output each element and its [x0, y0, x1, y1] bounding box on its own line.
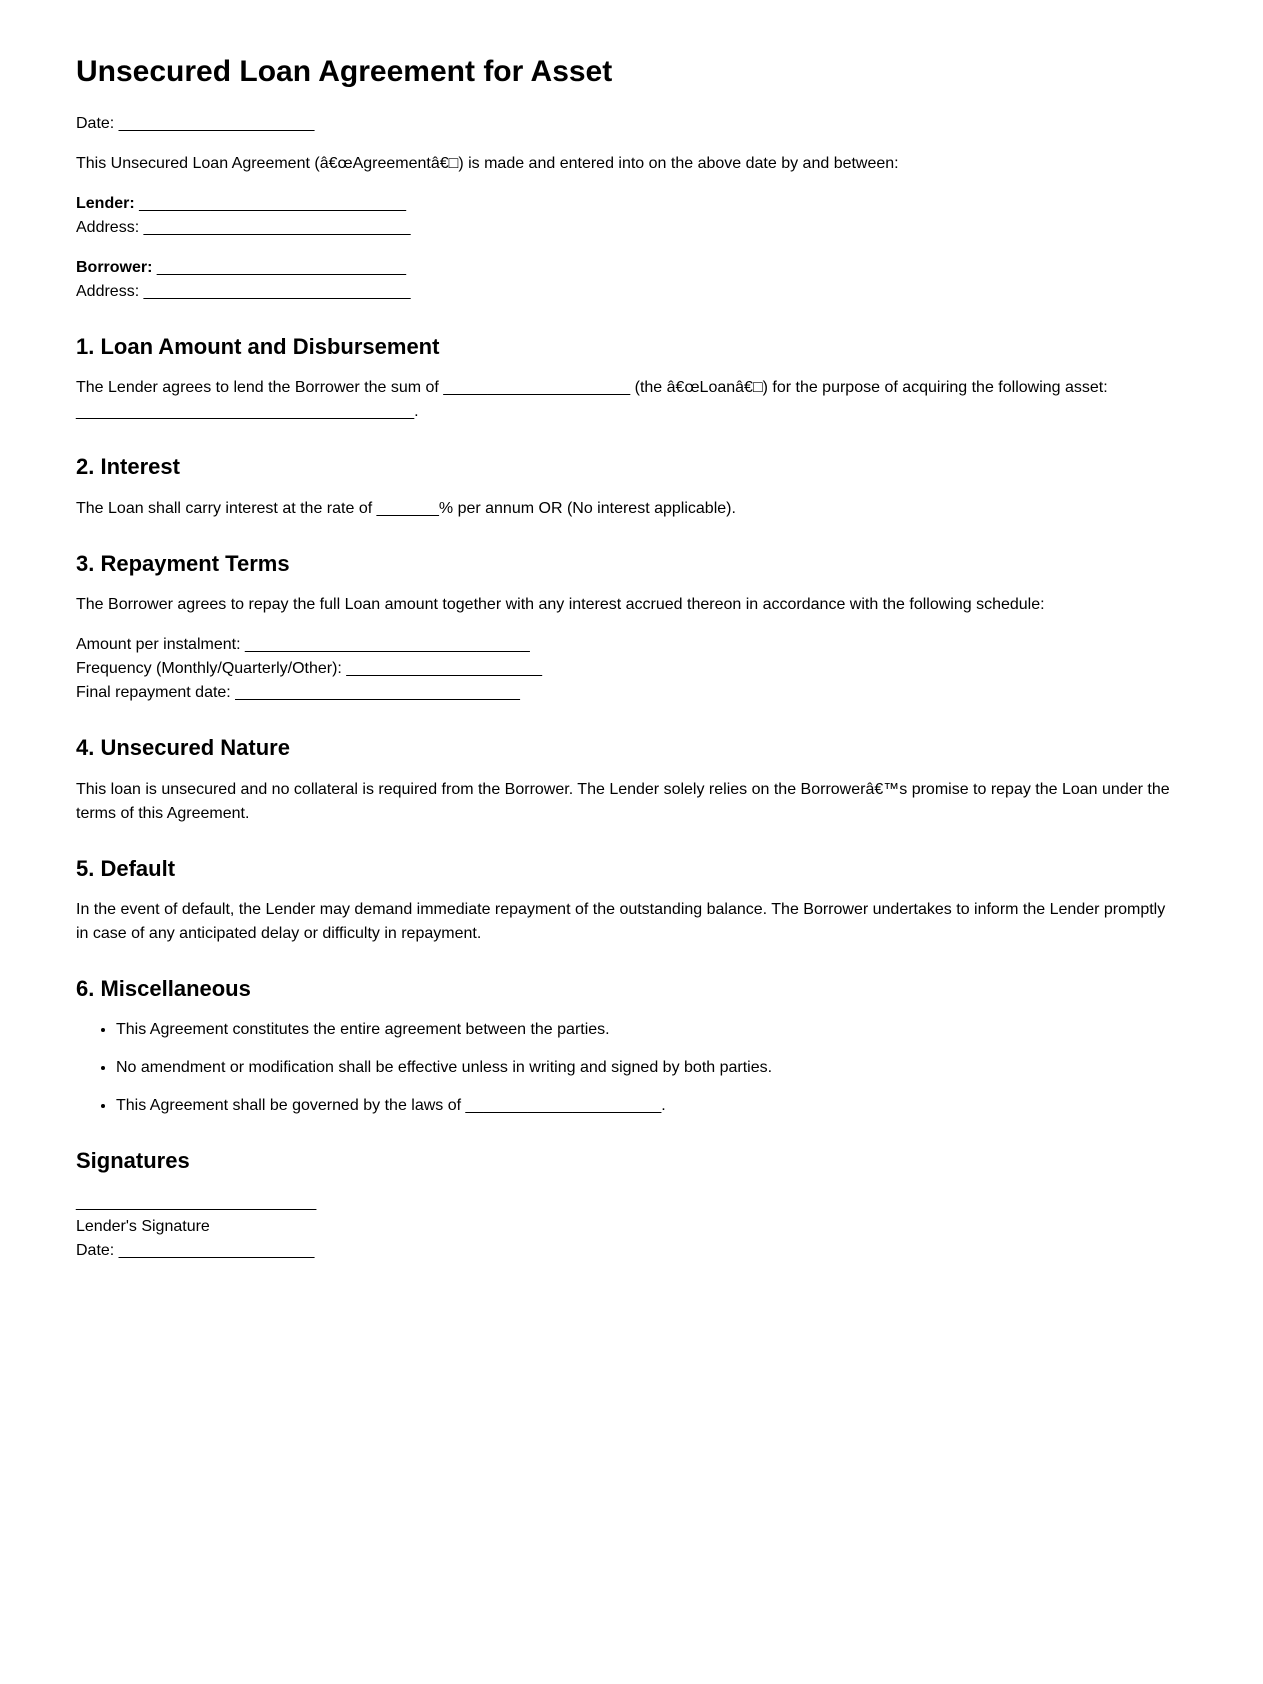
date-line: Date: ______________________	[76, 115, 315, 132]
section-heading-miscellaneous: 6. Miscellaneous	[76, 975, 251, 1001]
repayment-fields-block	[76, 633, 1176, 705]
repayment-field-amount: Amount per instalment: ________________________________	[76, 636, 530, 654]
lender-label: Lender:	[76, 195, 135, 212]
lender-block	[76, 192, 1176, 240]
list-item: • No amendment or modification shall be effective unless in writing and signed by both parties.	[116, 1056, 1176, 1080]
repayment-field-final-date: Final repayment date: ________________________________	[76, 684, 520, 702]
section-body-default: In the event of default, the Lender may demand immediate repayment of the outstanding balance. The Borrower undertakes to inform the Lender promptly in case of any anticipated delay or difficulty in repayment.	[76, 900, 1166, 942]
borrower-label: Borrower:	[76, 259, 153, 276]
borrower-address-line: Address: ______________________________	[76, 283, 411, 300]
borrower-block	[76, 256, 1176, 304]
section-heading-default: 5. Default	[76, 855, 176, 881]
signatures-heading: Signatures	[76, 1148, 190, 1174]
signature-line: ___________________________	[76, 1193, 317, 1211]
section-body-interest: The Loan shall carry interest at the rate of _______% per annum OR (No interest applicable).	[76, 499, 736, 517]
section-heading-interest: 2. Interest	[76, 454, 180, 480]
lender-blank: ______________________________	[139, 195, 407, 212]
section-body-repayment-terms: The Borrower agrees to repay the full Loan amount together with any interest accrued thereon in accordance with the following schedule:	[76, 596, 1045, 614]
section-body-loan-amount: The Lender agrees to lend the Borrower the sum of _____________________ (the â€œLoanâ€□) for the purpose of acquiring the following asset: ______________________________________.	[76, 379, 1108, 421]
signature-label: Lender's Signature	[76, 1217, 210, 1235]
borrower-blank: ____________________________	[156, 259, 407, 276]
repayment-field-frequency: Frequency (Monthly/Quarterly/Other): ______________________	[76, 660, 543, 678]
section-heading-unsecured-nature: 4. Unsecured Nature	[76, 735, 290, 761]
section-heading-loan-amount: 1. Loan Amount and Disbursement	[76, 334, 440, 359]
signature-date-line: Date: ______________________	[76, 1241, 315, 1259]
list-item: • This Agreement constitutes the entire agreement between the parties.	[116, 1018, 1176, 1042]
section-body-unsecured-nature: This loan is unsecured and no collateral is required from the Borrower. The Lender solely relies on the Borrowerâ€™s promise to repay the Loan under the terms of this Agreement.	[76, 780, 1170, 822]
section-heading-repayment-terms: 3. Repayment Terms	[76, 550, 290, 576]
miscellaneous-list	[76, 1018, 1176, 1118]
document-title: Unsecured Loan Agreement for Asset	[76, 55, 613, 88]
lender-address-line: Address: ______________________________	[76, 219, 411, 236]
list-item: • This Agreement shall be governed by the laws of ______________________.	[116, 1094, 1176, 1118]
intro-paragraph: This Unsecured Loan Agreement (â€œAgreementâ€□) is made and entered into on the above date by and between:	[76, 155, 899, 172]
signature-block	[76, 1191, 1176, 1263]
